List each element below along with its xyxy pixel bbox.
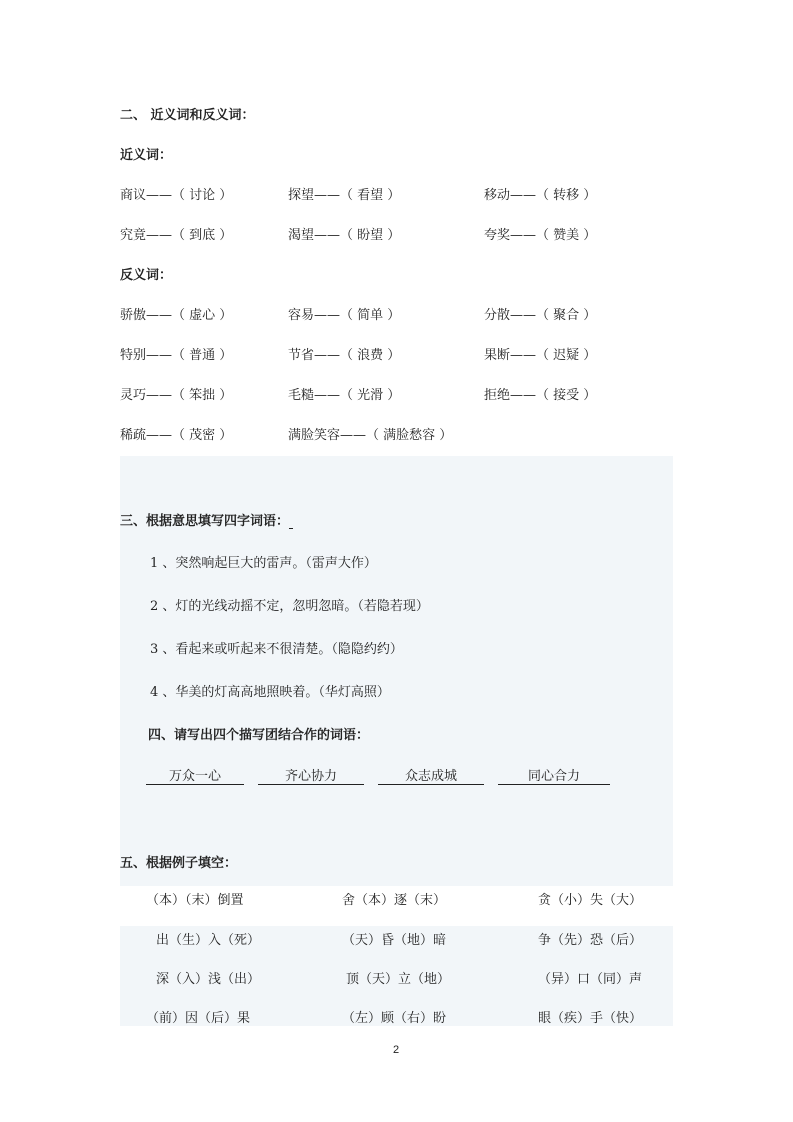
idiom-item: （本）（末）倒置 — [146, 893, 244, 908]
idiom-item: 眼（疾）手（快） — [538, 1011, 643, 1026]
antonym-item: 灵巧——（ 笨拙 ） — [120, 388, 233, 403]
antonym-item: 分散——（ 聚合 ） — [484, 308, 597, 323]
antonyms-label: 反义词： — [120, 268, 173, 283]
idiom-item: 深（入）浅（出） — [156, 972, 261, 987]
synonyms-label: 近义词： — [120, 148, 173, 163]
antonym-item: 满脸笑容——（ 满脸愁容 ） — [288, 428, 453, 443]
section5-title: 五、根据例子填空： — [120, 856, 238, 871]
synonym-item: 移动——（ 转移 ） — [484, 188, 597, 203]
answer-blank: 齐心协力 — [258, 765, 364, 785]
synonym-item: 商议——（ 讨论 ） — [120, 188, 233, 203]
idiom-item: 舍（本）逐（末） — [342, 893, 447, 908]
answer-blank: 众志成城 — [378, 765, 484, 785]
antonym-item: 容易——（ 简单 ） — [288, 308, 401, 323]
antonym-item: 特别——（ 普通 ） — [120, 348, 233, 363]
antonym-item: 拒绝——（ 接受 ） — [484, 388, 597, 403]
antonym-item: 稀疏——（ 茂密 ） — [120, 428, 233, 443]
idiom-item: （前）因（后）果 — [146, 1011, 251, 1026]
idiom-item: （异）口（同）声 — [538, 972, 643, 987]
section2-title: 二、 近义词和反义词： — [120, 108, 255, 123]
page-number: 2 — [393, 1044, 400, 1056]
idiom-item: （天）昏（地）暗 — [342, 933, 447, 948]
section3-item: 1 、突然响起巨大的雷声。（雷声大作） — [150, 556, 377, 571]
idiom-item: 贪（小）失（大） — [538, 893, 643, 908]
antonym-item: 骄傲——（ 虚心 ） — [120, 308, 233, 323]
antonym-item: 毛糙——（ 光滑 ） — [288, 388, 401, 403]
synonym-item: 究竟——（ 到底 ） — [120, 228, 233, 243]
synonym-item: 夸奖——（ 赞美 ） — [484, 228, 597, 243]
idiom-item: 顶（天）立（地） — [346, 972, 451, 987]
synonym-item: 渴望——（ 盼望 ） — [288, 228, 401, 243]
idiom-item: （左）顾（右）盼 — [342, 1011, 447, 1026]
antonym-item: 节省——（ 浪费 ） — [288, 348, 401, 363]
idiom-item: 争（先）恐（后） — [538, 933, 643, 948]
antonym-item: 果断——（ 迟疑 ） — [484, 348, 597, 363]
section3-item: 3 、看起来或听起来不很清楚。（隐隐约约） — [150, 642, 403, 657]
answer-blank: 万众一心 — [146, 765, 244, 785]
section3-item: 2 、灯的光线动摇不定，忽明忽暗。（若隐若现） — [150, 599, 429, 614]
section4-title: 四、请写出四个描写团结合作的词语： — [148, 728, 370, 743]
synonym-item: 探望——（ 看望 ） — [288, 188, 401, 203]
idiom-item: 出（生）入（死） — [156, 933, 261, 948]
section3-item: 4 、华美的灯高高地照映着。（华灯高照） — [150, 685, 390, 700]
answer-blank: 同心合力 — [498, 765, 610, 785]
section3-title: 三、根据意思填写四字词语： — [120, 510, 293, 529]
